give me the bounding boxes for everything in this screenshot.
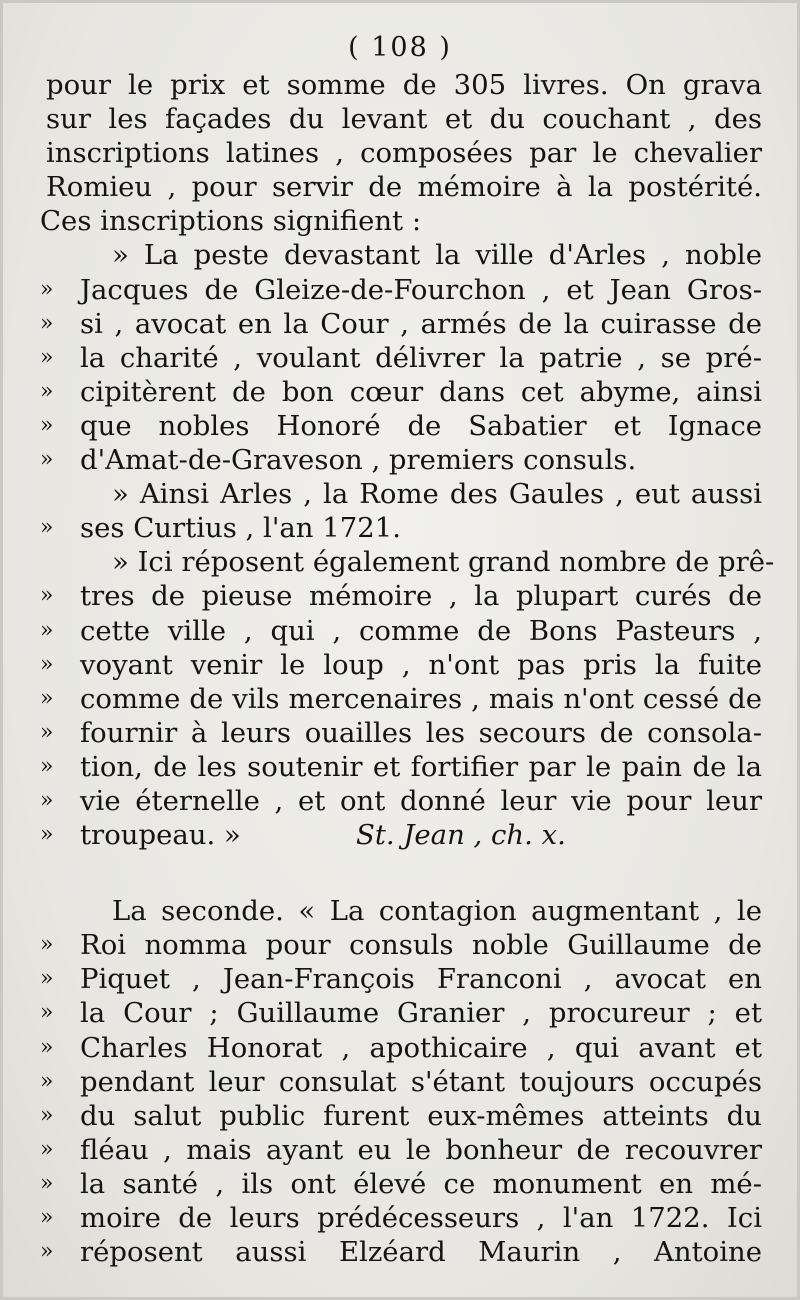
line-text: fléau , mais ayant eu le bonheur de recouvrer (80, 1133, 762, 1166)
text-line (40, 1133, 762, 1167)
text-line (40, 682, 762, 716)
line-text: la santé , ils ont élevé ce monument en mé- (80, 1167, 762, 1200)
quotation-mark: » (40, 447, 54, 473)
quotation-mark: » (40, 932, 54, 958)
quotation-mark: » (40, 753, 54, 779)
text-line (40, 1201, 762, 1235)
text-line (40, 928, 762, 962)
line-text: vie éternelle , et ont donné leur vie pour leur (80, 784, 762, 817)
text-line (40, 545, 775, 579)
line-text: pendant leur consulat s'étant toujours occupés (80, 1065, 762, 1098)
text-line (40, 238, 762, 272)
text-line (40, 1031, 762, 1065)
line-text: si , avocat en la Cour , armés de la cuirasse de (80, 307, 762, 340)
first-inscription-block (40, 68, 775, 852)
line-text: Piquet , Jean-François Franconi , avocat en (80, 963, 762, 996)
quotation-mark: » (40, 966, 54, 992)
text-line (40, 1167, 762, 1201)
quotation-mark: » (40, 1136, 54, 1162)
text-line (40, 204, 762, 238)
line-text: » Ainsi Arles , la Rome des Gaules , eut aussi (112, 478, 762, 511)
line-text: la charité , voulant délivrer la patrie , se pré- (80, 341, 762, 374)
line-text: voyant venir le loup , n'ont pas pris la fuite (80, 648, 762, 681)
line-text: tres de pieuse mémoire , la plupart curés de (80, 580, 762, 613)
text-line (40, 102, 762, 136)
quotation-mark: » (40, 1205, 54, 1230)
quotation-mark: » (40, 719, 54, 745)
line-text: sur les façades du levant et du couchant , des (46, 103, 762, 136)
line-text: d'Amat-de-Graveson , premiers consuls. (80, 444, 637, 477)
second-inscription-block (40, 894, 762, 1269)
quotation-mark: » (40, 685, 54, 711)
body-text (40, 68, 775, 1269)
line-text: moire de leurs prédécesseurs , l'an 1722. Ici (80, 1202, 762, 1234)
quotation-mark: » (40, 1102, 54, 1128)
quotation-mark: » (40, 310, 54, 336)
line-text: inscriptions latines , composées par le chevalier (46, 137, 762, 170)
line-text: réposent aussi Elzéard Maurin , Antoine (80, 1236, 762, 1269)
text-line (40, 579, 762, 613)
quotation-mark: » (40, 378, 54, 404)
text-line (40, 614, 762, 648)
quotation-mark: » (40, 1068, 54, 1094)
quotation-mark: » (40, 651, 54, 677)
line-text: cette ville , qui , comme de Bons Pasteurs , (80, 614, 762, 647)
paragraph-gap (40, 852, 762, 894)
quotation-mark: » (40, 1034, 54, 1060)
line-text: » Ici réposent également grand nombre de prê- (112, 546, 775, 579)
text-line (40, 511, 762, 545)
line-text: fournir à leurs ouailles les secours de consola- (80, 716, 762, 749)
quotation-mark: » (40, 583, 54, 609)
line-text: Charles Honorat , apothicaire , qui avant et (80, 1031, 762, 1064)
text-line (40, 409, 762, 443)
text-line (40, 894, 762, 928)
text-line (40, 375, 762, 409)
text-line (40, 1099, 762, 1133)
text-line (40, 273, 762, 307)
line-text: Romieu , pour servir de mémoire à la postérité. (46, 171, 762, 204)
line-text: la Cour ; Guillaume Granier , procureur ; et (80, 997, 762, 1030)
text-line (40, 996, 762, 1030)
quotation-mark: » (40, 276, 54, 302)
quotation-mark: » (40, 1239, 54, 1265)
text-line (40, 1065, 762, 1099)
text-line (40, 750, 762, 784)
text-line (40, 477, 762, 511)
text-line (40, 784, 762, 818)
text-line (40, 341, 762, 375)
text-line (40, 307, 762, 341)
quotation-mark: » (40, 344, 54, 370)
quotation-mark: » (40, 1170, 54, 1196)
text-line (40, 1235, 762, 1269)
quotation-mark: » (40, 787, 54, 813)
text-line (40, 716, 762, 750)
quotation-mark: » (40, 822, 54, 848)
text-line (40, 648, 762, 682)
quotation-mark: » (40, 1000, 54, 1026)
line-text: que nobles Honoré de Sabatier et Ignace (80, 409, 762, 442)
citation: St. Jean , ch. x. (356, 819, 566, 852)
text-line (40, 443, 762, 477)
quotation-mark: » (40, 617, 54, 643)
line-text: Ces inscriptions signifient : (40, 205, 422, 238)
line-text: » La peste devastant la ville d'Arles , noble (112, 239, 762, 272)
line-text: tion, de les soutenir et fortifier par le pain de la (80, 750, 762, 783)
line-text: pour le prix et somme de 305 livres. On grava (46, 69, 762, 101)
text-line (40, 136, 762, 170)
text-line (40, 170, 762, 204)
line-text: La seconde. « La contagion augmentant , le (112, 895, 762, 928)
quotation-mark: » (40, 412, 54, 438)
line-text: troupeau. » (80, 819, 241, 852)
quotation-mark: » (40, 515, 54, 541)
text-line (40, 68, 762, 102)
page-number-header: ( 108 ) (348, 32, 452, 63)
line-text: Roi nomma pour consuls noble Guillaume de (80, 929, 762, 962)
line-text: Jacques de Gleize-de-Fourchon , et Jean Gros- (80, 273, 762, 306)
line-text: du salut public furent eux-mêmes atteints du (80, 1099, 762, 1132)
line-text: comme de vils mercenaires , mais n'ont cessé de (80, 682, 762, 715)
text-line (40, 818, 762, 852)
text-line (40, 962, 762, 996)
line-text: ses Curtius , l'an 1721. (80, 512, 401, 545)
line-text: cipitèrent de bon cœur dans cet abyme, ainsi (80, 375, 762, 408)
